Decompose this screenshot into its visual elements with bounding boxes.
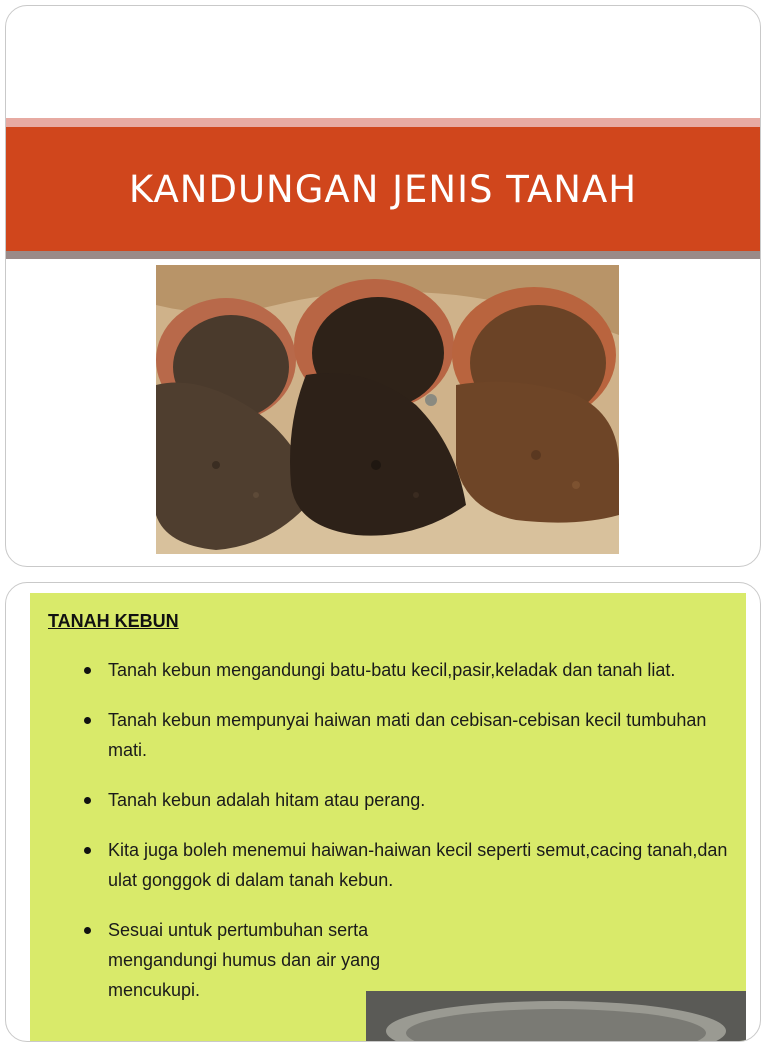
slide-1 xyxy=(5,5,761,567)
soil-pots-photo xyxy=(156,265,619,554)
section-heading: TANAH KEBUN xyxy=(48,611,179,631)
soil-sample-photo-icon xyxy=(366,991,746,1042)
bullet-icon xyxy=(84,847,91,854)
bullet-icon xyxy=(84,797,91,804)
bullet-text: Tanah kebun mempunyai haiwan mati dan cebisan-cebisan kecil tumbuhan mati. xyxy=(108,710,707,760)
title-bottom-stripe xyxy=(6,251,760,259)
list-item xyxy=(50,705,730,765)
list-item xyxy=(50,835,730,895)
list-item xyxy=(50,655,730,685)
content-panel xyxy=(30,593,746,1042)
soil-sample-photo xyxy=(366,991,746,1042)
bullet-text: Kita juga boleh menemui haiwan-haiwan kecil seperti semut,cacing tanah,dan ulat gonggok di dalam tanah kebun. xyxy=(108,840,728,890)
bullet-text: Tanah kebun mengandungi batu-batu kecil,pasir,keladak dan tanah liat. xyxy=(108,660,676,680)
title-band xyxy=(6,127,760,251)
bullet-icon xyxy=(84,667,91,674)
slide-2 xyxy=(5,582,761,1042)
list-item xyxy=(50,785,730,815)
soil-pots-photo-icon xyxy=(156,265,619,554)
bullet-icon xyxy=(84,927,91,934)
bullet-text: Tanah kebun adalah hitam atau perang. xyxy=(108,790,426,810)
bullet-list xyxy=(50,655,730,1025)
slide-title: KANDUNGAN JENIS TANAH xyxy=(128,167,638,211)
bullet-icon xyxy=(84,717,91,724)
title-top-stripe xyxy=(6,118,760,127)
bullet-text: Sesuai untuk pertumbuhan serta mengandungi humus dan air yang mencukupi. xyxy=(108,920,381,1000)
